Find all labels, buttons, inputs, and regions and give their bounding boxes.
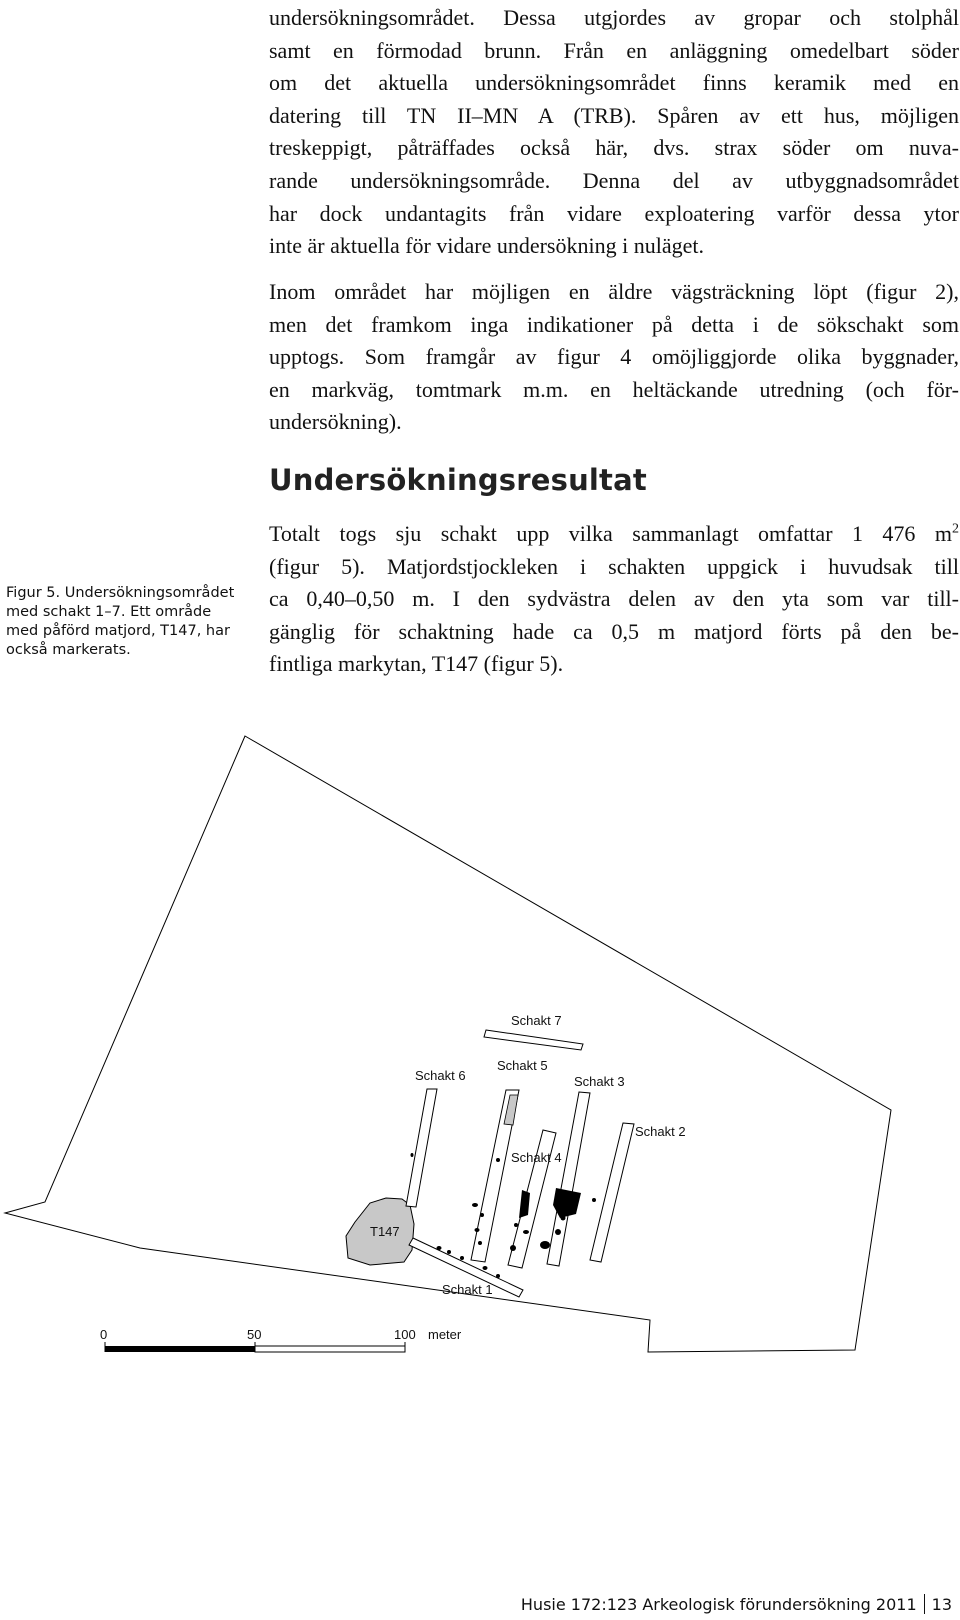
- text-line: om det aktuella undersökningsområdet finns keramik med en: [269, 70, 959, 96]
- feature: [592, 1198, 596, 1202]
- scale-tick-50: 50: [247, 1327, 262, 1342]
- text-line: treskeppigt, påträffades också här, dvs. strax söder om nuva-: [269, 135, 959, 161]
- text-line: (figur 5). Matjordstjockleken i schakten uppgick i huvudsak till: [269, 553, 959, 579]
- feature: [496, 1274, 500, 1278]
- feature: [483, 1266, 488, 1270]
- superscript: 2: [952, 521, 959, 537]
- text-line: rande undersökningsområde. Denna del av utbyggnadsområdet: [269, 167, 959, 193]
- scale-segment-black: [105, 1346, 255, 1352]
- text-line-start: Totalt togs sju schakt upp vilka sammanlagt omfattar 1 476 m: [269, 521, 952, 546]
- text-line: men det framkom inga indikationer på detta i de sökschakt som: [269, 311, 959, 337]
- paragraph-road: [269, 276, 959, 439]
- text-line: [269, 518, 959, 551]
- feature: [496, 1158, 500, 1162]
- label-t147: T147: [370, 1224, 400, 1239]
- section-heading: Undersökningsresultat: [269, 463, 647, 497]
- figure-caption: [6, 584, 246, 660]
- trench-schakt-7: [484, 1030, 583, 1050]
- feature: [555, 1229, 561, 1235]
- label-schakt-2: Schakt 2: [635, 1124, 686, 1139]
- text-line: undersökning).: [269, 409, 402, 435]
- feature: [437, 1246, 442, 1250]
- text-line: en markväg, tomtmark m.m. en heltäckande utredning (och för-: [269, 376, 959, 402]
- label-schakt-5: Schakt 5: [497, 1058, 548, 1073]
- paragraph-intro: [269, 2, 959, 263]
- caption-line: också markerats.: [6, 642, 131, 658]
- feature: [514, 1223, 518, 1227]
- scale-bar: [100, 1327, 462, 1352]
- text-line: upptogs. Som framgår av figur 4 omöjliggjorde olika byggnader,: [269, 344, 959, 370]
- caption-line: Figur 5. Undersökningsområdet: [6, 585, 235, 601]
- feature: [411, 1153, 414, 1157]
- caption-line: med påförd matjord, T147, har: [6, 623, 230, 639]
- scale-segment-white: [255, 1346, 405, 1352]
- feature: [561, 1216, 566, 1221]
- paragraph-results: [269, 518, 959, 681]
- page-number: 13: [931, 1595, 952, 1614]
- text-line: gänglig för schaktning hade ca 0,5 m matjord förts på den be-: [269, 618, 959, 644]
- label-schakt-1: Schakt 1: [442, 1282, 493, 1297]
- scale-unit: meter: [428, 1327, 462, 1342]
- feature: [478, 1241, 482, 1245]
- site-map: [0, 720, 960, 1400]
- feature: [460, 1256, 464, 1260]
- label-schakt-6: Schakt 6: [415, 1068, 466, 1083]
- label-schakt-4: Schakt 4: [511, 1150, 562, 1165]
- text-line: inte är aktuella för vidare undersökning i nuläget.: [269, 233, 704, 259]
- feature: [540, 1241, 550, 1249]
- page-footer: [521, 1594, 952, 1614]
- feature: [510, 1245, 516, 1251]
- trench-schakt-2: [590, 1123, 634, 1262]
- text-line: Inom området har möjligen en äldre vägsträckning löpt (figur 2),: [269, 279, 959, 304]
- scale-tick-0: 0: [100, 1327, 108, 1342]
- feature: [472, 1203, 478, 1207]
- text-line: fintliga markytan, T147 (figur 5).: [269, 651, 564, 677]
- feature: [480, 1213, 484, 1217]
- feature: [447, 1250, 451, 1254]
- text-line: samt en förmodad brunn. Från en anläggning omedelbart söder: [269, 37, 959, 63]
- caption-line: med schakt 1–7. Ett område: [6, 604, 212, 620]
- text-line: datering till TN II–MN A (TRB). Spåren av ett hus, möjligen: [269, 102, 959, 128]
- text-line: ca 0,40–0,50 m. I den sydvästra delen av den yta som var till-: [269, 586, 959, 612]
- text-line: undersökningsområdet. Dessa utgjordes av gropar och stolphål: [269, 5, 959, 30]
- scale-tick-100: 100: [394, 1327, 416, 1342]
- trench-schakt-6: [406, 1089, 437, 1207]
- feature: [475, 1228, 480, 1232]
- text-line: har dock undantagits från vidare exploatering varför dessa ytor: [269, 200, 959, 226]
- label-schakt-7: Schakt 7: [511, 1013, 562, 1028]
- label-schakt-3: Schakt 3: [574, 1074, 625, 1089]
- footer-title: Husie 172:123 Arkeologisk förundersökning 2011: [520, 1595, 917, 1614]
- trench-schakt-3: [547, 1092, 590, 1266]
- feature: [523, 1230, 529, 1234]
- footer-separator: [924, 1594, 925, 1614]
